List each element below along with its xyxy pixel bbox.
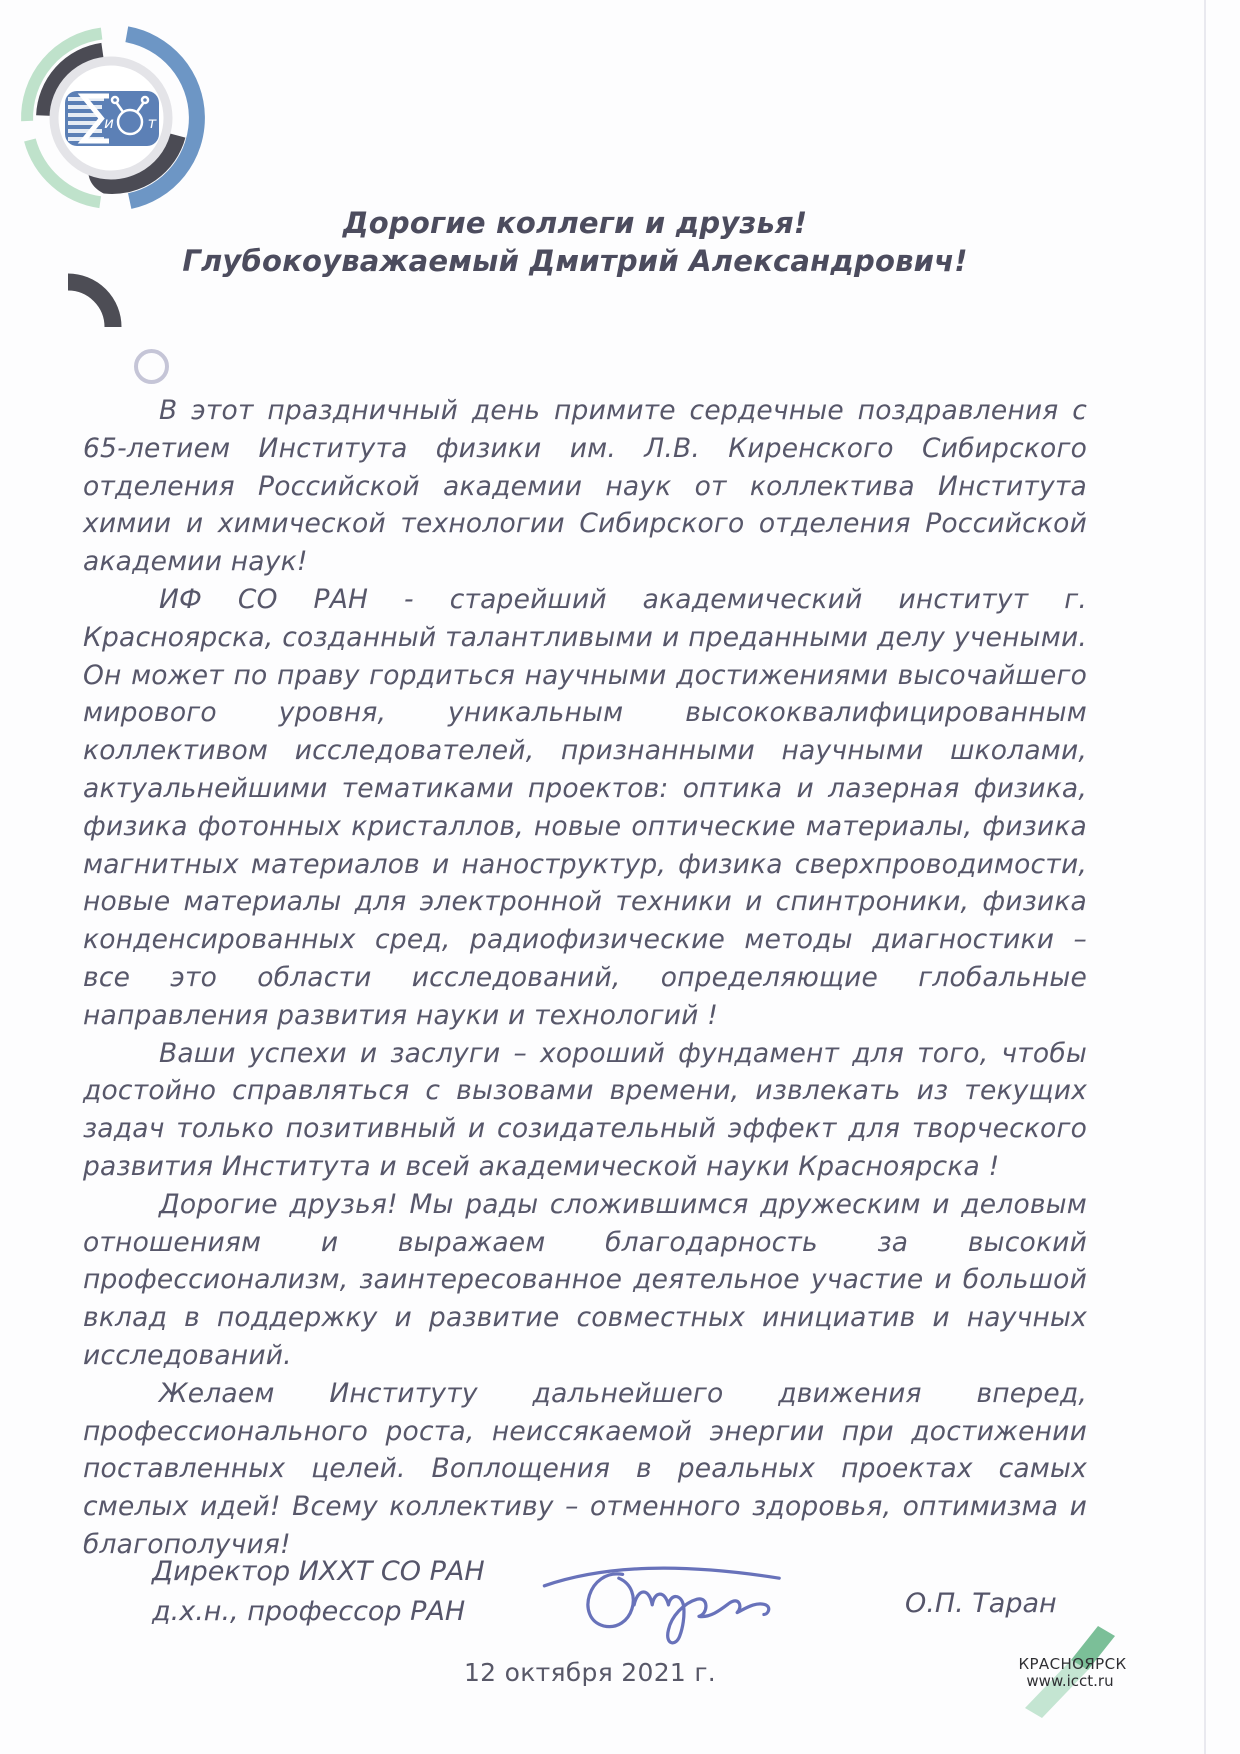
signatory-name: О.П. Таран (905, 1588, 1057, 1619)
scan-edge-line (1204, 0, 1206, 1754)
letter-date: 12 октября 2021 г. (463, 1658, 717, 1687)
circle-artifact-icon (134, 349, 169, 384)
letter-body (83, 392, 1087, 1564)
salutation-line-2: Глубокоуважаемый Дмитрий Александрович! (182, 244, 968, 278)
svg-text:и: и (104, 114, 114, 132)
arc-artifact-icon (58, 266, 128, 336)
letter-paragraph: Желаем Институту дальнейшего движения вперед, профессионального роста, неиссякаемой энергии при достижении поставленных целей. Воплощения в реальных проектах самых смелых идей! Всему коллективу – отменного здоровья, оптимизма и благополучия! (83, 1377, 1087, 1560)
brand-url-label: www.icct.ru (1026, 1672, 1114, 1690)
svg-text:т: т (147, 114, 157, 132)
letter-salutation (120, 204, 1030, 280)
signatory-title-line-2: д.х.н., профессор РАН (152, 1596, 466, 1627)
letter-paragraph: Ваши успехи и заслуги – хороший фундамент для того, чтобы достойно справляться с вызовами времени, извлекать из текущих задач только позитивный и созидательный эффект для творческого развития Института и всей академической науки Красноярска ! (83, 1037, 1087, 1182)
icct-emblem-icon (12, 18, 212, 218)
letter-paragraph: ИФ СО РАН - старейший академический институт г. Красноярска, созданный талантливыми и преданными делу учеными. Он может по праву гордиться научными достижениями высочайшего мирового уровня, уникальным высококвалифицированным коллективом исследователей, признанными научными школами, актуальнейшими тематиками проектов: оптика и лазерная физика, физика фотонных кристаллов, новые оптические материалы, физика магнитных материалов и наноструктур, физика сверхпроводимости, новые материалы для электронной техники и спинтроники, физика конденсированных сред, радиофизические методы диагностики – все это области исследований, определяющие глобальные направления развития науки и технологий ! (83, 583, 1087, 1031)
letter-paragraph: В этот праздничный день примите сердечные поздравления с 65-летием Института физики им. Л.В. Киренского Сибирского отделения Российской академии наук от коллектива Института химии и химической технологии Сибирского отделения Российской академии наук! (83, 395, 1087, 578)
letter-paragraph: Дорогие друзья! Мы рады сложившимся дружеским и деловым отношениям и выражаем благодарность за высокий профессионализм, заинтересованное деятельное участие и большой вклад в поддержку и развитие совместных инициатив и научных исследований. (83, 1188, 1087, 1371)
signatory-title-line-1: Директор ИХХТ СО РАН (152, 1556, 485, 1587)
salutation-line-1: Дорогие коллеги и друзья! (342, 206, 808, 240)
signatory-title (152, 1552, 485, 1632)
handwritten-signature-icon (535, 1540, 800, 1645)
brand-city-label: КРАСНОЯРСК (1018, 1655, 1127, 1673)
